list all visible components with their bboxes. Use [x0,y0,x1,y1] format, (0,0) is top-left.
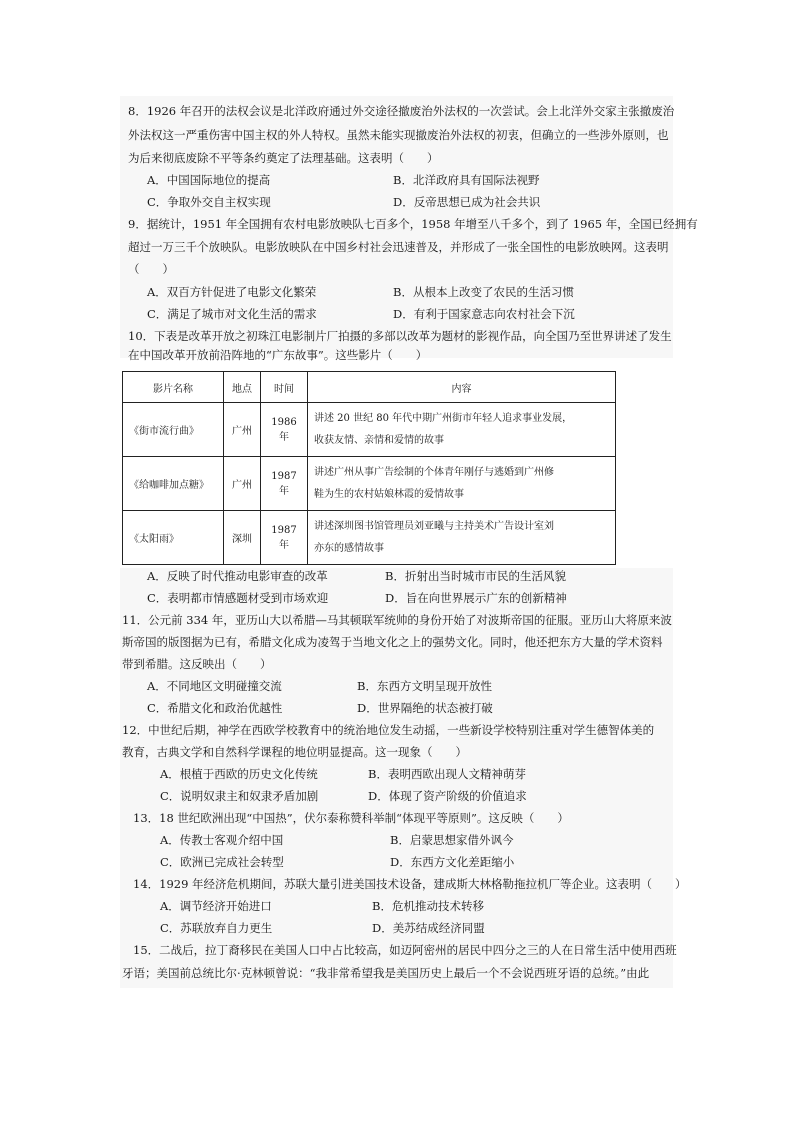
film-year: 1987 年 [261,511,308,565]
q8-option-c[interactable]: C．争取外交自主权实现 [147,195,271,209]
film-table [122,371,616,565]
q12-option-d[interactable]: D．体现了资产阶级的价值追求 [368,789,527,803]
q8-option-a[interactable]: A．中国国际地位的提高 [147,173,271,187]
table-row [123,457,616,511]
q13-option-d[interactable]: D．东西方文化差距缩小 [390,855,515,869]
q10-stem-line: 在中国改革开放前沿阵地的“广东故事”。这些影片（ ） [128,348,428,362]
q13-option-b[interactable]: B．启蒙思想家借外讽今 [390,833,514,847]
film-content-line: 鞋为生的农村姑娘林霞的爱情故事 [314,488,464,500]
film-content-line: 亦东的感情故事 [314,542,384,554]
film-year: 1987 年 [261,457,308,511]
q12-option-a[interactable]: A．根植于西欧的历史文化传统 [160,767,318,781]
q12-stem-line: 12．中世纪后期，神学在西欧学校教育中的统治地位发生动摇，一些新设学校特别注重对学生德智体美的 [122,723,655,737]
film-name: 《街市流行曲》 [123,403,224,457]
q8-option-d[interactable]: D．反帝思想已成为社会共识 [393,195,541,209]
q13-option-a[interactable]: A．传教士客观介绍中国 [160,833,284,847]
q10-option-c[interactable]: C．表明都市情感题材受到市场欢迎 [147,591,329,605]
q10-stem-line: 10．下表是改革开放之初珠江电影制片厂拍摄的多部以改革为题材的影视作品，向全国乃至世界讲述了发生 [128,329,672,343]
q11-stem-line: 带到希腊。这反映出（ ） [122,657,272,671]
q15-stem-line: 15．二战后，拉丁裔移民在美国人口中占比较高，如迈阿密州的居民中四分之三的人在日常生活中使用西班 [133,943,677,957]
film-content-line: 讲述 20 世纪 80 年代中期广州街市年轻人追求事业发展， [314,412,573,424]
film-content-line: 收获友情、亲情和爱情的故事 [314,434,444,446]
table-header-row [123,372,616,403]
film-year: 1986 年 [261,403,308,457]
q14-option-d[interactable]: D．美苏结成经济同盟 [372,921,485,935]
q11-stem-line: 斯帝国的版图据为已有，希腊文化成为凌驾于当地文化之上的强势文化。同时，他还把东方大量的学术资料 [122,635,663,649]
film-content [308,457,616,511]
table-header: 内容 [308,372,616,403]
q11-option-a[interactable]: A．不同地区文明碰撞交流 [147,679,282,693]
film-content-line: 讲述深圳图书馆管理员刘亚曦与主持美术广告设计室刘 [314,520,554,532]
q9-option-c[interactable]: C．满足了城市对文化生活的需求 [147,307,317,321]
q10-option-b[interactable]: B．折射出当时城市市民的生活风貌 [385,569,566,583]
q8-stem-line: 外法权这一严重伤害中国主权的外人特权。虽然未能实现撤废治外法权的初衷，但确立的一些涉外原则，也 [128,128,669,142]
q12-stem-line: 教育，古典文学和自然科学课程的地位明显提高。这一现象（ ） [122,745,467,759]
film-content [308,511,616,565]
q9-stem-line: （ ） [128,262,174,276]
table-header: 时间 [261,372,308,403]
q10-option-d[interactable]: D．旨在向世界展示广东的创新精神 [385,591,567,605]
q14-option-b[interactable]: B．危机推动技术转移 [372,899,484,913]
film-name: 《太阳雨》 [123,511,224,565]
q13-option-c[interactable]: C．欧洲已完成社会转型 [160,855,284,869]
q11-option-b[interactable]: B．东西方文明呈现开放性 [357,679,492,693]
q9-stem-line: 超过一万三千个放映队。电影放映队在中国乡村社会迅速普及，并形成了一张全国性的电影放映网。这表明 [128,240,669,254]
q14-option-c[interactable]: C．苏联放弃自力更生 [160,921,273,935]
film-content-line: 讲述广州从事广告绘制的个体青年刚仔与逃婚到广州修 [314,466,554,478]
table-row [123,511,616,565]
q8-stem-line: 8．1926 年召开的法权会议是北洋政府通过外交途径撤废治外法权的一次尝试。会上北洋外交家主张撤废治 [128,104,675,118]
q12-option-b[interactable]: B．表明西欧出现人文精神萌芽 [368,767,526,781]
q13-stem-line: 13．18 世纪欧洲出现“中国热”，伏尔泰称赞科举制“体现平等原则”。这反映（ ） [133,811,569,825]
table-header: 影片名称 [123,372,224,403]
q11-option-c[interactable]: C．希腊文化和政治优越性 [147,701,283,715]
film-name: 《给咖啡加点糖》 [123,457,224,511]
q11-option-d[interactable]: D．世界隔绝的状态被打破 [357,701,493,715]
q9-option-b[interactable]: B．从根本上改变了农民的生活习惯 [393,285,574,299]
film-place: 深圳 [224,511,261,565]
table-row [123,403,616,457]
q14-stem-line: 14．1929 年经济危机期间，苏联大量引进美国技术设备，建成斯大林格勒拖拉机厂等企业。这表明（ ） [133,877,687,891]
q15-stem-line: 牙语；美国前总统比尔·克林顿曾说：“我非常希望我是美国历史上最后一个不会说西班牙语的总统。”由此 [122,966,650,980]
q9-stem-line: 9．据统计，1951 年全国拥有农村电影放映队七百多个，1958 年增至八千多个，到了 1965 年，全国已经拥有 [128,217,698,231]
q14-option-a[interactable]: A．调节经济开始进口 [160,899,272,913]
q10-option-a[interactable]: A．反映了时代推动电影审查的改革 [147,569,328,583]
q9-option-d[interactable]: D．有利于国家意志向农村社会下沉 [393,307,575,321]
q9-option-a[interactable]: A．双百方针促进了电影文化繁荣 [147,285,317,299]
q8-stem-line: 为后来彻底废除不平等条约奠定了法理基础。这表明（ ） [128,151,439,165]
q12-option-c[interactable]: C．说明奴隶主和奴隶矛盾加剧 [160,789,319,803]
film-content [308,403,616,457]
q11-stem-line: 11．公元前 334 年，亚历山大以希腊—马其顿联军统帅的身份开始了对波斯帝国的征服。亚历山大将原来波 [122,613,672,627]
q8-option-b[interactable]: B．北洋政府具有国际法视野 [393,173,540,187]
table-header: 地点 [224,372,261,403]
film-place: 广州 [224,403,261,457]
film-place: 广州 [224,457,261,511]
